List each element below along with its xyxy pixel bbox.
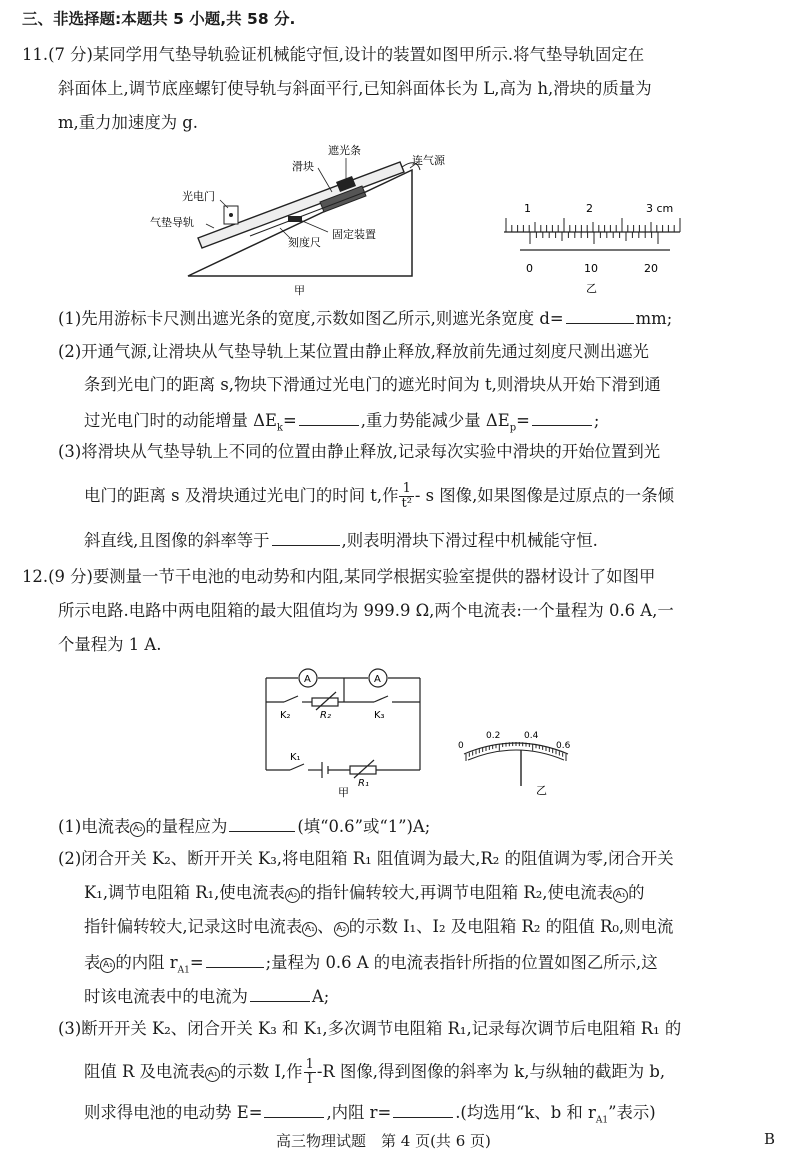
label-k1: K₁ [290,752,301,763]
dial-caption: 乙 [536,784,547,797]
figure-jia-caption: 甲 [294,284,305,297]
answer-blank-dep[interactable] [532,408,592,426]
label-fixing-device: 固定装置 [332,228,376,241]
label-shading-strip: 遮光条 [328,144,361,157]
section-heading: 三、非选择题:本题共 5 小题,共 58 分. [22,10,296,28]
answer-blank-slope[interactable] [272,528,340,546]
q12-part2-line5: 时该电流表中的电流为 A; [84,984,329,1008]
air-track-figure [150,140,450,300]
q11-part2-line3: 过光电门时的动能增量 $\Delta E_k=$ ,重力势能减少量 $\Delta E_p=$ ; [84,408,599,439]
footer-version: B [764,1130,776,1148]
svg-text:A: A [304,674,311,685]
ammeter-dial-figure [456,728,576,798]
vernier-tick-label-10: 10 [584,262,598,275]
answer-blank-emf[interactable] [264,1100,324,1118]
fraction-one-over-i: $\frac{1}{I}$ [305,1057,314,1087]
q11-part3-line2: 电门的距离 s 及滑块通过光电门的时间 t,作 $\frac{1}{\text{t²}}$ - s 图像,如果图像是过原点的一条倾 [84,481,674,511]
answer-blank-ra1[interactable] [206,950,264,968]
main-tick-label-3: 3 cm [646,202,674,215]
q12-part2-line2: K₁,调节电阻箱 R₁,使电流表 A₂ 的指针偏转较大,再调节电阻箱 R₂,使电流表 A₁ 的 [84,883,645,902]
answer-blank-dek[interactable] [299,408,359,426]
label-r1: R₁ [358,778,369,789]
q12-part2-line3: 指针偏转较大,记录这时电流表 A₁ 、 A₂ 的示数 I₁、I₂ 及电阻箱 R₂ 的阻值 R₀,则电流 [84,917,674,936]
answer-blank-current[interactable] [250,984,310,1002]
fraction-one-over-t2: $\frac{1}{\text{t²}}$ [401,481,412,511]
answer-blank-range[interactable] [229,814,295,832]
q12-stem-line1: 12.(9 分)要测量一节干电池的电动势和内阻,某同学根据实验室提供的器材设计了如图甲 [22,567,656,586]
incline-block [188,170,412,276]
q12-part2-line4: 表 A₁ 的内阻 $r_{A1}=$ ;量程为 0.6 A 的电流表指针所指的位置如图乙所示,这 [84,950,658,981]
label-air-source: 连气源 [412,154,445,167]
vernier-tick-label-0: 0 [526,262,533,275]
vernier-tick-label-20: 20 [644,262,658,275]
label-slider: 滑块 [292,160,314,173]
q11-stem-line1: 11.(7 分)某同学用气垫导轨验证机械能守恒,设计的装置如图甲所示.将气垫导轨固定在 [22,45,645,64]
answer-blank-d[interactable] [566,306,634,324]
label-photogate: 光电门 [182,190,215,203]
footer-page-info: 高三物理试题 第 4 页(共 6 页) [276,1132,491,1150]
q11-part3-line3: 斜直线,且图像的斜率等于 ,则表明滑块下滑过程中机械能守恒. [84,528,598,552]
main-tick-label-2: 2 [586,202,593,215]
circuit-figure [258,658,428,798]
circuit-caption: 甲 [338,786,349,798]
label-k3: K₃ [374,710,385,721]
dial-label-02: 0.2 [486,731,501,741]
main-tick-label-1: 1 [524,202,531,215]
vernier-caliper-figure [500,198,690,298]
dial-label-04: 0.4 [524,731,539,741]
q12-part2-line1: (2)闭合开关 K₂、断开开关 K₃,将电阻箱 R₁ 阻值调为最大,R₂ 的阻值调为零,闭合开关 [58,849,674,868]
q11-part3-line1: (3)将滑块从气垫导轨上不同的位置由静止释放,记录每次实验中滑块的开始位置到光 [58,442,661,461]
label-air-track: 气垫导轨 [150,216,194,229]
q11-part1: (1)先用游标卡尺测出遮光条的宽度,示数如图乙所示,则遮光条宽度 d= mm; [58,306,672,330]
q11-part2-line1: (2)开通气源,让滑块从气垫导轨上某位置由静止释放,释放前先通过刻度尺测出遮光 [58,342,649,361]
dial-label-06: 0.6 [556,741,571,751]
label-ruler: 刻度尺 [288,236,321,249]
q11-stem-line3: m,重力加速度为 g. [58,113,199,132]
q12-stem-line2: 所示电路.电路中两电阻箱的最大阻值均为 999.9 Ω,两个电流表:一个量程为 0.6 A,一 [58,601,674,620]
q12-part3-line3: 则求得电池的电动势 E= ,内阻 r= .(均选用“k、b 和 $r_{A1}$”表示) [84,1100,656,1131]
answer-blank-r[interactable] [393,1100,453,1118]
q12-part3-line1: (3)断开开关 K₂、闭合开关 K₃ 和 K₁,多次调节电阻箱 R₁,记录每次调节后电阻箱 R₁ 的 [58,1019,682,1038]
fixing-device [288,216,302,222]
q11-stem-line2: 斜面体上,调节底座螺钉使导轨与斜面平行,已知斜面体长为 L,高为 h,滑块的质量为 [58,79,652,98]
q12-stem-line3: 个量程为 1 A. [58,635,162,654]
q12-part1: (1)电流表 A₂ 的量程应为 (填“0.6”或“1”)A; [58,814,430,838]
q12-part3-line2: 阻值 R 及电流表 A₁ 的示数 I,作 $\frac{1}{I}$ -R 图像,得到图像的斜率为 k,与纵轴的截距为 b, [84,1057,666,1087]
figure-yi-caption: 乙 [586,282,597,295]
dial-label-0: 0 [458,741,464,751]
svg-text:A: A [374,674,381,685]
label-r2: R₂ [320,710,331,721]
q11-part2-line2: 条到光电门的距离 s,物块下滑通过光电门的遮光时间为 t,则滑块从开始下滑到通 [84,375,661,394]
label-k2: K₂ [280,710,291,721]
